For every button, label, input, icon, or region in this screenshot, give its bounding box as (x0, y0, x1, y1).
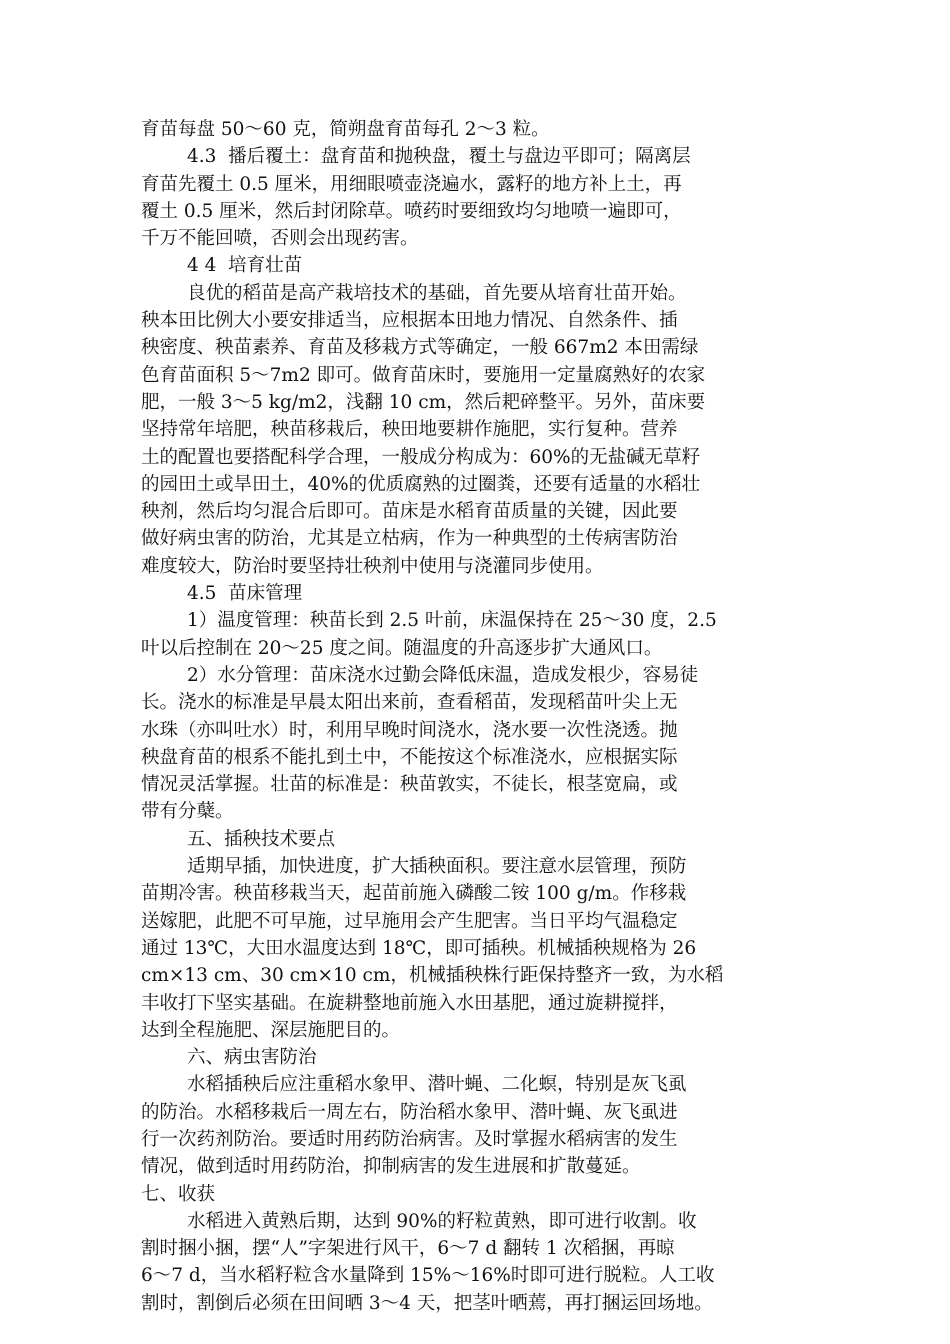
body-line: 送嫁肥，此肥不可早施，过早施用会产生肥害。当日平均气温稳定 (141, 910, 678, 932)
body-line: 七、收获 (141, 1183, 216, 1205)
paragraph-start: 良优的稻苗是高产栽培技术的基础，首先要从培育壮苗开始。 (187, 282, 687, 304)
body-line: 丰收打下坚实基础。在旋耕整地前施入水田基肥，通过旋耕搅拌， (141, 992, 678, 1014)
body-line: 苗期冷害。秧苗移栽当天，起苗前施入磷酸二铵 100 g/m。作移栽 (141, 883, 687, 905)
section-heading-5: 五、插秧技术要点 (187, 828, 336, 850)
body-line: 带有分蘖。 (141, 801, 234, 823)
body-line: 的防治。水稻移栽后一周左右，防治稻水象甲、潜叶蝇、灰飞虱进 (141, 1101, 678, 1123)
body-line: 肥，一般 3～5 kg/m2，浅翻 10 cm，然后耙碎整平。另外，苗床要 (141, 391, 706, 413)
body-line: 秧本田比例大小要安排适当，应根据本田地力情况、自然条件、插 (141, 310, 678, 332)
body-line: 做好病虫害的防治，尤其是立枯病，作为一种典型的土传病害防治 (141, 528, 678, 550)
section-heading-4-4: 4 4 培育壮苗 (187, 255, 303, 277)
paragraph-start: 2）水分管理：苗床浇水过勤会降低床温，造成发根少，容易徒 (187, 664, 699, 686)
body-line: 通过 13℃，大田水温度达到 18℃，即可插秧。机械插秧规格为 26 (141, 937, 697, 959)
document-body (141, 116, 821, 1317)
paragraph-start: 水稻进入黄熟后期，达到 90%的籽粒黄熟，即可进行收割。收 (187, 1210, 697, 1232)
body-line: 色育苗面积 5～7m2 即可。做育苗床时，要施用一定量腐熟好的农家 (141, 364, 706, 386)
body-line: 叶以后控制在 20～25 度之间。随温度的升高逐步扩大通风口。 (141, 637, 663, 659)
body-line: 覆土 0.5 厘米，然后封闭除草。喷药时要细致均匀地喷一遍即可， (141, 200, 682, 222)
body-line: 秧剂，然后均匀混合后即可。苗床是水稻育苗质量的关键，因此要 (141, 501, 678, 523)
body-line: 6～7 d，当水稻籽粒含水量降到 15%～16%时即可进行脱粒。人工收 (141, 1265, 715, 1287)
body-line: 千万不能回喷，否则会出现药害。 (141, 228, 419, 250)
body-line: 行一次药剂防治。要适时用药防治病害。及时掌握水稻病害的发生 (141, 1128, 678, 1150)
body-line: 水珠（亦叫吐水）时，利用早晚时间浇水，浇水要一次性浇透。抛 (141, 719, 678, 741)
body-line: 难度较大，防治时要坚持壮秧剂中使用与浇灌同步使用。 (141, 555, 604, 577)
paragraph-start: 适期早插，加快进度，扩大插秧面积。要注意水层管理，预防 (187, 856, 687, 878)
body-line: 长。浇水的标准是早晨太阳出来前，查看稻苗，发现稻苗叶尖上无 (141, 692, 678, 714)
section-heading-4-3: 4.3 播后覆土：盘育苗和抛秧盘，覆土与盘边平即可；隔离层 (187, 146, 691, 168)
body-line: cm×13 cm、30 cm×10 cm，机械插秧株行距保持整齐一致，为水稻 (141, 965, 724, 987)
body-line: 的园田土或旱田土，40%的优质腐熟的过圈粪，还要有适量的水稻壮 (141, 473, 701, 495)
body-line: 秧盘育苗的根系不能扎到土中，不能按这个标准浇水，应根据实际 (141, 746, 678, 768)
section-heading-6: 六、病虫害防治 (187, 1047, 317, 1069)
body-line: 坚持常年培肥，秧苗移栽后，秧田地要耕作施肥，实行复种。营养 (141, 419, 678, 441)
body-line: 情况，做到适时用药防治，抑制病害的发生进展和扩散蔓延。 (141, 1156, 641, 1178)
paragraph-start: 1）温度管理：秧苗长到 2.5 叶前，床温保持在 25～30 度，2.5 (187, 610, 717, 632)
body-line: 育苗先覆土 0.5 厘米，用细眼喷壶浇遍水，露籽的地方补上土，再 (141, 173, 682, 195)
body-line: 达到全程施肥、深层施肥目的。 (141, 1019, 401, 1041)
body-line: 割时捆小捆，摆“人”字架进行风干，6～7 d 翻转 1 次稻捆，再晾 (141, 1238, 675, 1260)
body-line: 土的配置也要搭配科学合理，一般成分构成为：60%的无盐碱无草籽 (141, 446, 701, 468)
body-line: 情况灵活掌握。壮苗的标准是：秧苗敦实，不徒长，根茎宽扁，或 (141, 774, 678, 796)
paragraph-start: 水稻插秧后应注重稻水象甲、潜叶蝇、二化螟，特别是灰飞虱 (187, 1074, 687, 1096)
section-heading-4-5: 4.5 苗床管理 (187, 583, 303, 605)
body-line: 秧密度、秧苗素养、育苗及移栽方式等确定，一般 667m2 本田需绿 (141, 337, 699, 359)
body-line: 育苗每盘 50～60 克，简朔盘育苗每孔 2～3 粒。 (141, 119, 550, 140)
body-line: 割时，割倒后必须在田间晒 3～4 天，把茎叶晒蔫，再打捆运回场地。 (141, 1292, 713, 1314)
